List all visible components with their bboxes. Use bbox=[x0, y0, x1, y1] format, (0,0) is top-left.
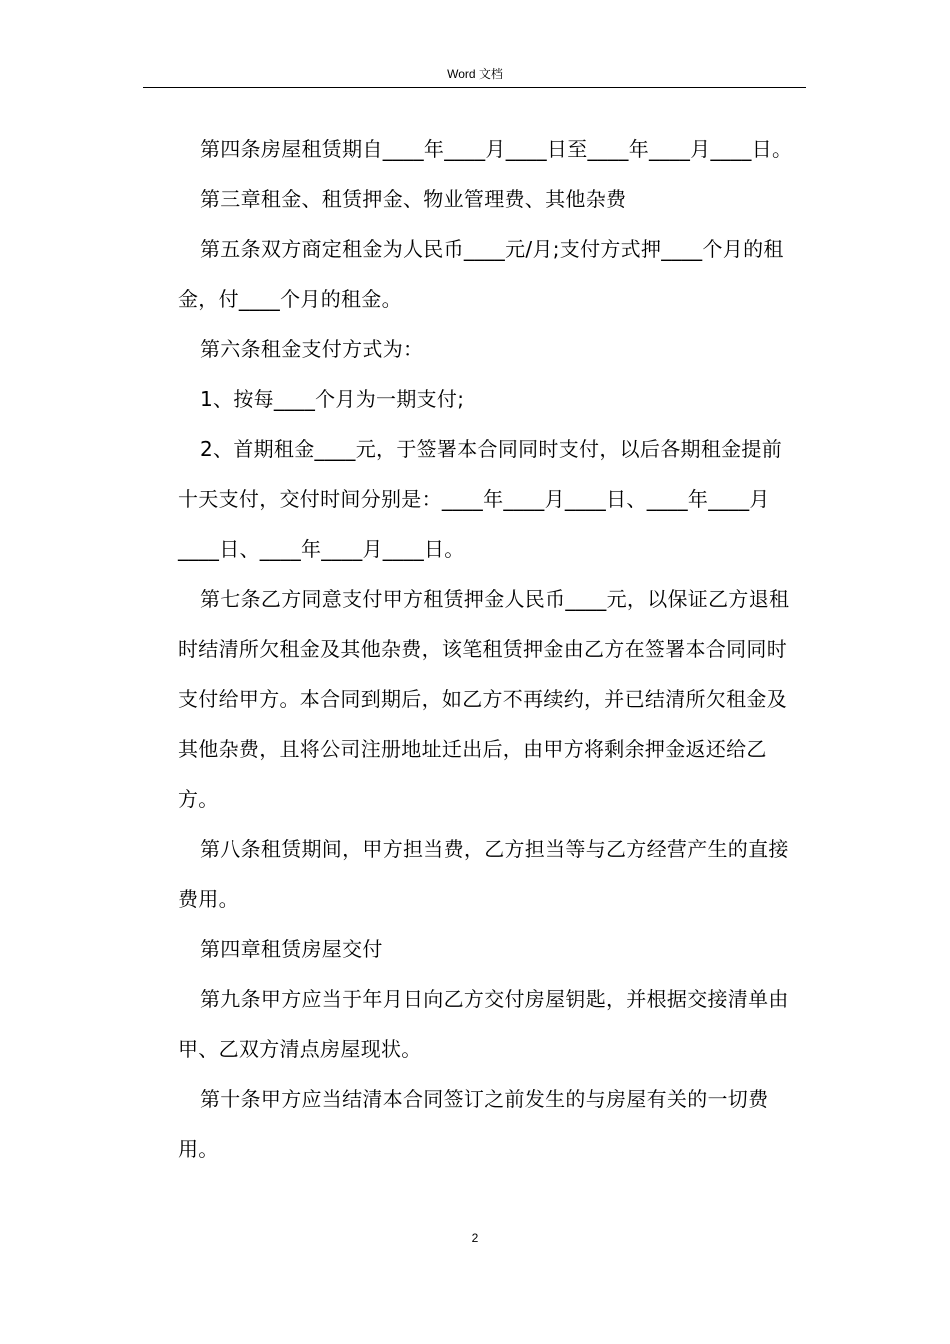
paragraph-article-6: 第六条租金支付方式为： bbox=[200, 337, 424, 361]
paragraph-article-5: 第五条双方商定租金为人民币____元/月;支付方式押____个月的租金，付____个月的租金。 bbox=[178, 237, 784, 311]
chapter-4-heading: 第四章租赁房屋交付 bbox=[200, 937, 383, 961]
paragraph-article-4: 第四条房屋租赁期自____年____月____日至____年____月____日。 bbox=[200, 137, 793, 161]
list-item-2: 2、首期租金____元，于签署本合同同时支付，以后各期租金提前十天支付，交付时间分别是：____年____月____日、____年____月____日、____年____月____日。 bbox=[178, 437, 783, 561]
paragraph-article-7: 第七条乙方同意支付甲方租赁押金人民币____元，以保证乙方退租时结清所欠租金及其他杂费，该笔租赁押金由乙方在签署本合同同时支付给甲方。本合同到期后，如乙方不再续约，并已结清所欠租金及其他杂费，且将公司注册地址迁出后，由甲方将剩余押金返还给乙方。 bbox=[178, 587, 790, 811]
paragraph-article-8: 第八条租赁期间，甲方担当费，乙方担当等与乙方经营产生的直接费用。 bbox=[178, 837, 789, 911]
paragraph-article-10: 第十条甲方应当结清本合同签订之前发生的与房屋有关的一切费用。 bbox=[178, 1087, 769, 1161]
page-number-label: 2 bbox=[471, 1231, 479, 1245]
document-body bbox=[178, 124, 802, 1174]
page-number bbox=[0, 1230, 950, 1246]
list-item-1: 1、按每____个月为一期支付; bbox=[200, 387, 465, 411]
header-divider bbox=[143, 87, 806, 88]
paragraph-article-9: 第九条甲方应当于年月日向乙方交付房屋钥匙，并根据交接清单由甲、乙双方清点房屋现状。 bbox=[178, 987, 789, 1061]
header-title: Word 文档 bbox=[447, 67, 503, 81]
chapter-3-heading: 第三章租金、租赁押金、物业管理费、其他杂费 bbox=[200, 187, 627, 211]
page-header bbox=[0, 66, 950, 82]
